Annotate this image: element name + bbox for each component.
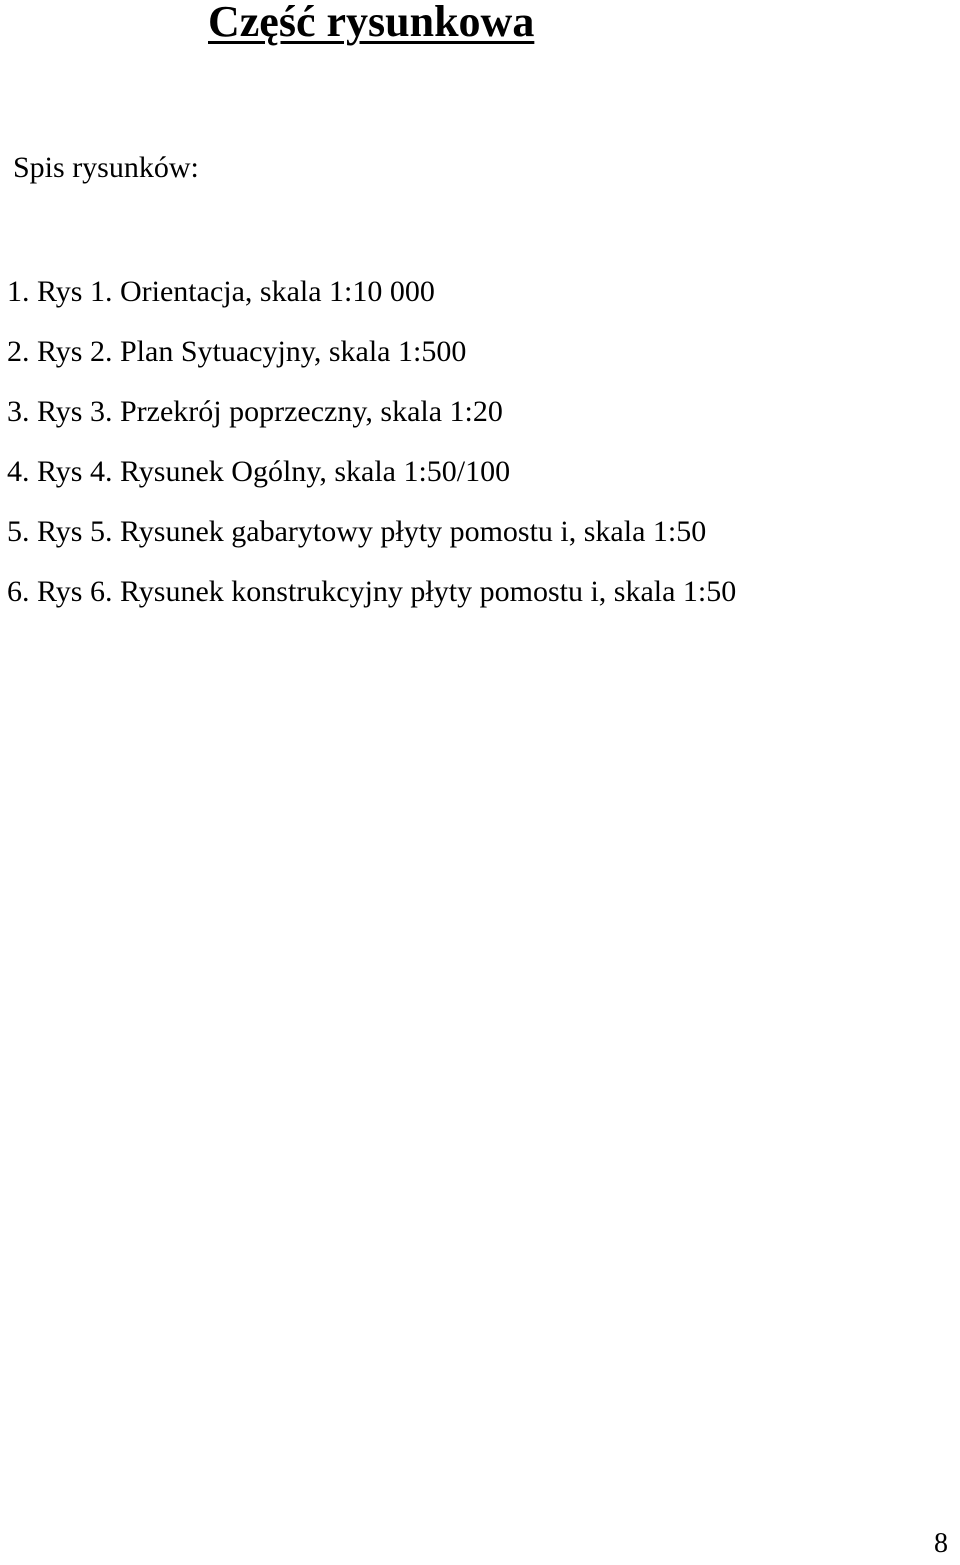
drawing-list-heading: Spis rysunków: (13, 151, 199, 184)
page-number: 8 (934, 1528, 948, 1560)
drawing-list-item: 4. Rys 4. Rysunek Ogólny, skala 1:50/100 (7, 455, 511, 488)
drawing-list-item: 2. Rys 2. Plan Sytuacyjny, skala 1:500 (7, 335, 467, 368)
drawing-list-item: 3. Rys 3. Przekrój poprzeczny, skala 1:20 (7, 395, 503, 428)
page-title: Część rysunkowa (208, 0, 535, 46)
drawing-list-item: 5. Rys 5. Rysunek gabarytowy płyty pomostu i, skala 1:50 (7, 515, 707, 548)
drawing-list-item: 1. Rys 1. Orientacja, skala 1:10 000 (7, 275, 435, 308)
drawing-list (7, 270, 736, 630)
drawing-list-item: 6. Rys 6. Rysunek konstrukcyjny płyty pomostu i, skala 1:50 (7, 575, 737, 608)
